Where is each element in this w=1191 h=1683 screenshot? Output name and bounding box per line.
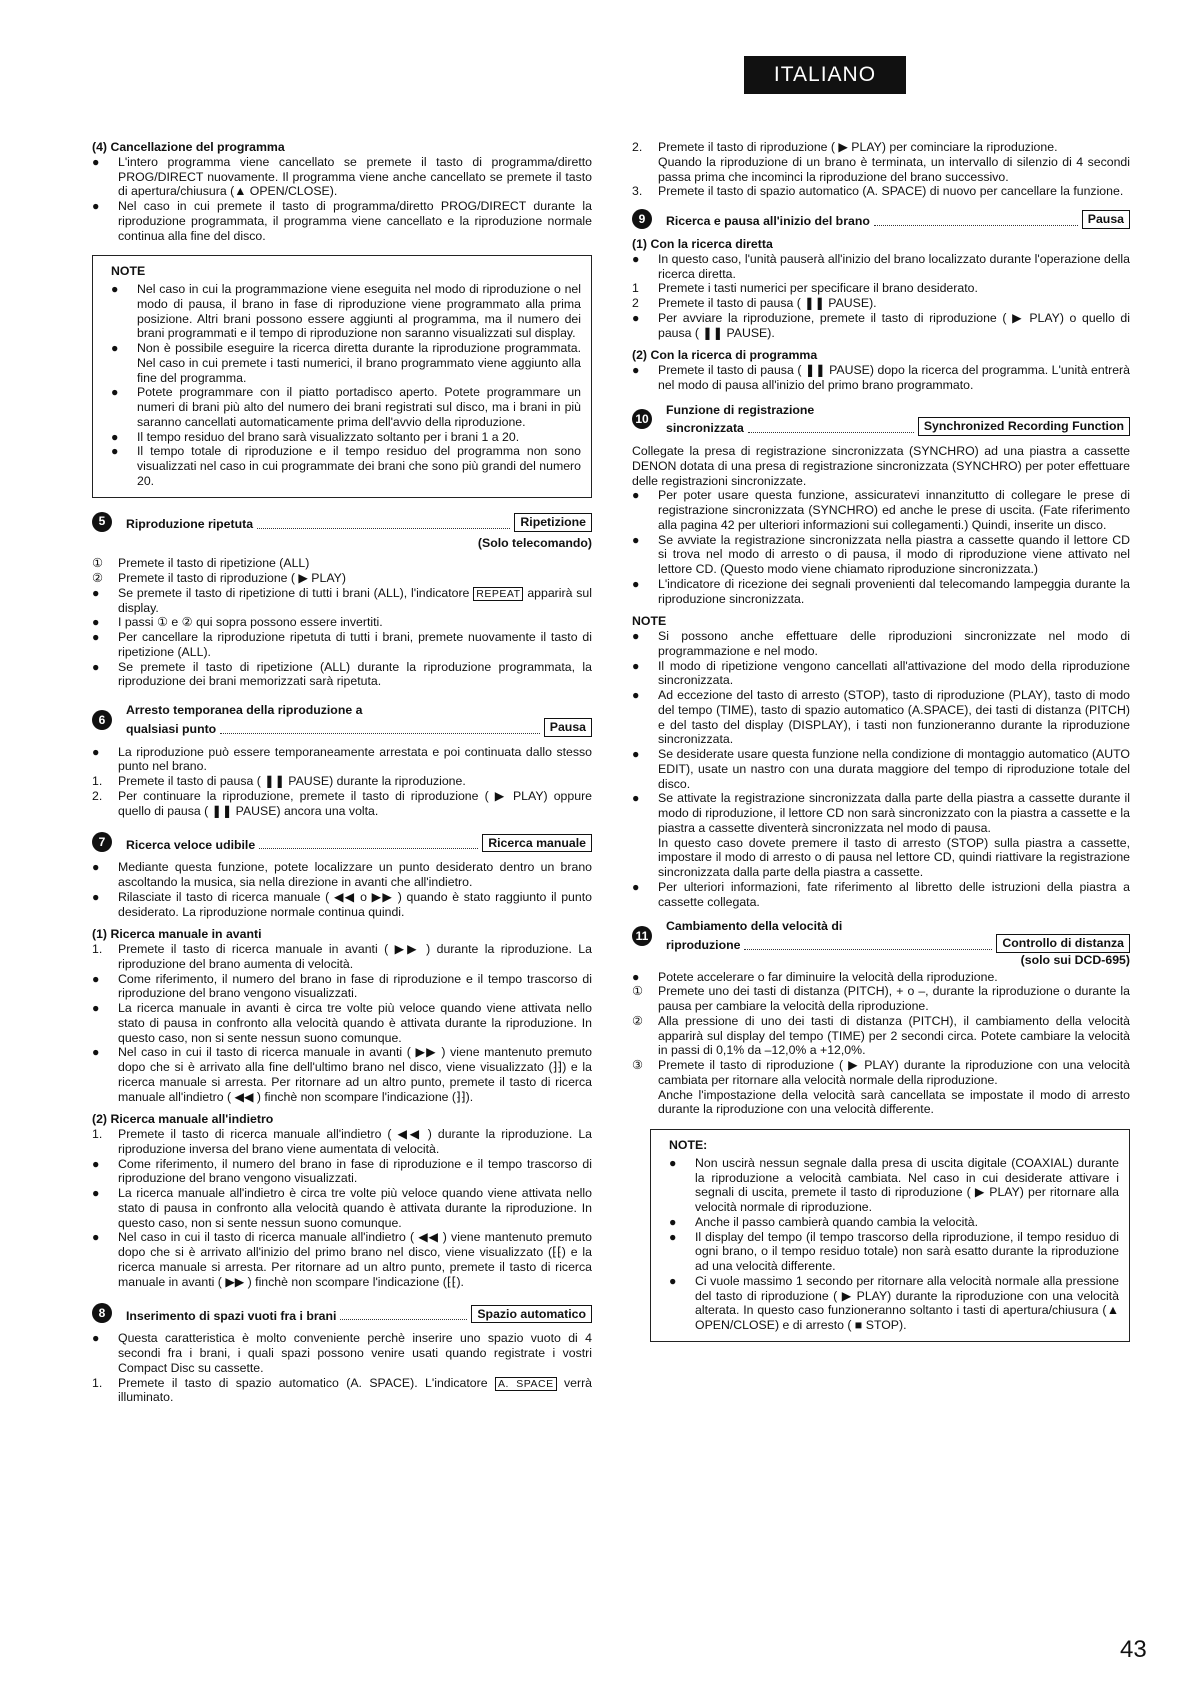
section-tag: Controllo di distanza [996, 934, 1130, 953]
bullet: ● La riproduzione può essere temporaneamente arrestata e poi continuata dallo stesso punto nel brano. [92, 744, 592, 774]
note-item: ● Per ulteriori informazioni, fate riferimento al libretto delle istruzioni della piastra a cassette collegata. [632, 879, 1130, 909]
section-title: Funzione di registrazione [666, 402, 815, 417]
bullet: ● Nel caso in cui il tasto di ricerca manuale in avanti ( ▶▶ ) viene mantenuto premuto dopo che si è arrivato alla fine dell'ultimo brano nel disco, viene visualizzato (⁆⁆) e la ricerca manuale si arresta. Per ritornare ad un altro punto, premete il tasto di ricerca manuale all'indietro ( ◀◀ ) finchè non scompare l'indicazione (⁆⁆). [92, 1045, 592, 1104]
note-box [650, 1129, 1130, 1342]
bullet: ● In questo caso, l'unità pauserà all'inizio del brano localizzato durante l'operazione della ricerca diretta. [632, 251, 1130, 281]
step: ③ Premete il tasto di riproduzione ( ▶ PLAY) durante la riproduzione con una velocità cambiata per ritornare alla velocità normale della riproduzione. [632, 1058, 1130, 1087]
section-title: Cambiamento della velocità di [666, 919, 843, 934]
step: 2. Premete il tasto di riproduzione ( ▶ PLAY) per cominciare la riproduzione. [632, 140, 1058, 154]
section-number: 7 [92, 832, 112, 852]
step: 1 Premete i tasti numerici per specificare il brano desiderato. [632, 281, 978, 296]
bullet: ● Potete accelerare o far diminuire la velocità della riproduzione. [632, 969, 998, 984]
leader-dots [340, 1319, 467, 1320]
left-column [92, 140, 592, 1405]
section-tag: Ripetizione [514, 513, 592, 532]
section-number: 8 [92, 1303, 112, 1323]
step-detail: Quando la riproduzione di un brano è terminata, un intervallo di silenzio di 4 secondi passa prima che incominci la riproduzione del brano successivo. [658, 154, 1130, 184]
note-item: ● Ci vuole massimo 1 secondo per ritornare alla velocità normale alla pressione del tasto di riproduzione ( ▶ PLAY) durante la riproduzione con una velocità alterata. In questo caso funzioneranno soltanto i tasti di apertura/chiusura (▲ OPEN/CLOSE) e di arresto ( ■ STOP). [669, 1273, 1119, 1332]
step: ① Premete uno dei tasti di distanza (PITCH), + o –, durante la riproduzione o durante la pausa per cambiare la velocità della riproduzione. [632, 984, 1130, 1013]
bullet: ● Questa caratteristica è molto conveniente perchè inserire uno spazio vuoto di 4 secondi fra i brani, i quali spazi possono venire usati quando registrate i vostri Compact Disc su cassette. [92, 1331, 592, 1375]
bullet: ● La ricerca manuale in avanti è circa tre volte più veloce quando viene attivata nello stato di pausa in confronto alla velocità quando è attivata durante la riproduzione. In questo caso, non si sente nessun suono comunque. [92, 1001, 592, 1045]
note-item: ● Anche il passo cambierà quando cambia la velocità. [669, 1214, 978, 1229]
section-7-heading [92, 832, 592, 852]
bullet: ● La ricerca manuale all'indietro è circa tre volte più veloce quando viene attivata nello stato di pausa in confronto alla velocità quando è attivata durante la riproduzione. In questo caso, non si sente nessun suono comunque. [92, 1186, 592, 1230]
leader-dots [744, 949, 992, 950]
subsection-title: (2) Con la ricerca di programma [632, 348, 818, 363]
section-number: 11 [632, 926, 652, 946]
section-tag: Spazio automatico [471, 1305, 592, 1324]
section-6-heading [92, 703, 592, 737]
bullet: ● Per cancellare la riproduzione ripetuta di tutti i brani, premete nuovamente il tasto di ripetizione (ALL). [92, 630, 592, 659]
note-title: NOTE [632, 614, 667, 629]
subsection-title: (1) Ricerca manuale in avanti [92, 927, 262, 942]
step: 2. Per continuare la riproduzione, premete il tasto di riproduzione ( ▶ PLAY) oppure quello di pausa ( ❚❚ PAUSE) ancora una volta. [92, 788, 592, 818]
note-item: ● Potete programmare con il piatto portadisco aperto. Potete programmare un numeri di brani più alto del numero dei brani registrati sul disco, ma i brani in più saranno cancellati automaticamente prima dell'avvio della riproduzione. [111, 385, 581, 429]
section-tag: Ricerca manuale [482, 834, 592, 853]
leader-dots [748, 432, 914, 433]
step: 1. Premete il tasto di pausa ( ❚❚ PAUSE) durante la riproduzione. [92, 774, 466, 788]
step: 1. Premete il tasto di spazio automatico (A. SPACE). L'indicatore A. SPACE verrà illuminato. [92, 1375, 593, 1405]
section-title: Ricerca e pausa all'inizio del brano [666, 214, 870, 229]
section-title-line2: sincronizzata [666, 421, 744, 436]
note-detail: In questo caso dovete premere il tasto di arresto (STOP) sulla piastra a cassette, impostare il modo di arresto o di pausa nel lettore CD, quindi riattivare la registrazione sincronizzata dalla parte della piastra a cassette. [658, 835, 1130, 879]
subsection-title: (2) Ricerca manuale all'indietro [92, 1112, 274, 1127]
bullet: ● Per poter usare questa funzione, assicuratevi innanzitutto di collegare le prese di registrazione sincronizzata (SYNCHRO) ed anche le prese di uscita. (Fate riferimento alla pagina 42 per ulteriori informazioni sui collegamenti.) Quindi, inserite un disco. [632, 488, 1130, 532]
section-11-heading [632, 919, 1130, 953]
s4-title: (4) Cancellazione del programma [92, 140, 285, 154]
section-tag: Pausa [1082, 210, 1130, 229]
leader-dots [259, 848, 478, 849]
bullet: ● Per avviare la riproduzione, premete il tasto di riproduzione ( ▶ PLAY) o quello di pausa ( ❚❚ PAUSE). [632, 310, 1130, 340]
bullet: ● Come riferimento, il numero del brano in fase di riproduzione e il tempo trascorso di riproduzione del brano vengono visualizzati. [92, 971, 592, 1001]
note-item: ● Non uscirà nessun segnale dalla presa di uscita digitale (COAXIAL) durante la riproduzione a velocità cambiata. Nel caso in cui desiderate attivare i segnali di uscita, premete il tasto di riproduzione ( ▶ PLAY) per ritornare alla velocità normale di riproduzione. [669, 1155, 1119, 1214]
note-item: ● Il tempo residuo del brano sarà visualizzato soltanto per i brani 1 a 20. [111, 429, 520, 444]
step: 1. Premete il tasto di ricerca manuale all'indietro ( ◀◀ ) durante la riproduzione. La riproduzione inversa del brano viene aumentata di velocità. [92, 1127, 592, 1156]
bullet: ● Se premete il tasto di ripetizione di tutti i brani (ALL), l'indicatore REPEAT apparirà sul display. [92, 585, 592, 615]
step: 2 Premete il tasto di pausa ( ❚❚ PAUSE). [632, 296, 877, 310]
bullet: ● Nel caso in cui il tasto di ricerca manuale all'indietro ( ◀◀ ) viene mantenuto premuto dopo che si è arrivato all'inizio del primo brano nel disco, viene visualizzato (⁅⁅) e la ricerca manuale si arresta. Per ritornare ad un altro punto, premete il tasto di ricerca manuale in avanti ( ▶▶ ) finchè non scompare l'indicazione (⁅⁅). [92, 1230, 592, 1289]
section-number: 6 [92, 710, 112, 730]
bullet: ● Mediante questa funzione, potete localizzare un punto desiderato dentro un brano ascoltando la musica, sia nella direzione in avanti che all'indietro. [92, 860, 592, 889]
a-space-indicator: A. SPACE [495, 1377, 557, 1391]
note-title: NOTE [111, 264, 146, 279]
bullet: ● Come riferimento, il numero del brano in fase di riproduzione e il tempo trascorso di riproduzione del brano vengono visualizzati. [92, 1156, 592, 1186]
note-title: NOTE: [669, 1138, 708, 1152]
repeat-indicator: REPEAT [473, 587, 523, 601]
page-number: 43 [1120, 1636, 1147, 1663]
note-item: ● Se desiderate usare questa funzione nella condizione di montaggio automatico (AUTO EDIT), usate un nastro con una durata maggiore del tempo di riproduzione totale del disco. [632, 747, 1130, 791]
leader-dots [220, 733, 540, 734]
note-item: ● Nel caso in cui la programmazione viene eseguita nel modo di riproduzione o nel modo di pausa, il brano in fase di riproduzione viene programmato alla prima posizione. Altri brani possono essere aggiunti al programma, ma il numero dei brani programmati e il tempo di riproduzione non saranno visualizzati sul display. [111, 282, 581, 341]
note-item: ● Non è possibile eseguire la ricerca diretta durante la riproduzione programmata. Nel caso in cui premete i tasti numerici, il brano programmato viene aggiunto alla fine del programma. [111, 341, 581, 385]
note-item: ● Il modo di ripetizione vengono cancellati all'attivazione del modo della riproduzione sincronizzata. [632, 658, 1130, 688]
section-tag: Synchronized Recording Function [918, 417, 1130, 436]
section-number: 5 [92, 512, 112, 532]
section-9-heading [632, 209, 1130, 229]
bullet: ● Se avviate la registrazione sincronizzata nella piastra a cassette quando il lettore CD si trova nel modo di arresto o di pausa, il modo di riproduzione viene attivato nel lettore CD. (Questo modo viene chiamato riproduzione sincronizzata.) [632, 532, 1130, 576]
s4-bullet: ● L'intero programma viene cancellato se premete il tasto di programma/diretto PROG/DIRECT nuovamente. Il programma viene anche cancellato se premete il tasto di apertura/chiusura (▲ OPEN/CLOSE). [92, 154, 592, 199]
section-title: Arresto temporanea della riproduzione a [126, 703, 363, 717]
paragraph: Collegate la presa di registrazione sincronizzata (SYNCHRO) ad una piastra a cassette DENON dotata di una presa di registrazione sincronizzata (SYNCHRO) per poter effettuare delle registrazioni sincronizzate. [632, 444, 1130, 488]
section-title: Inserimento di spazi vuoti fra i brani [126, 1308, 337, 1323]
section-title: Ricerca veloce udibile [126, 837, 256, 852]
section-title-line2: qualsiasi punto [126, 721, 217, 736]
model-note: (solo sui DCD-695) [1020, 952, 1130, 967]
section-title: Riproduzione ripetuta [126, 516, 254, 531]
step: ② Premete il tasto di riproduzione ( ▶ PLAY) [92, 571, 346, 585]
section-tag: Pausa [544, 718, 592, 737]
note-item: ● Il tempo totale di riproduzione e il tempo residuo del programma non sono visualizzati nel caso in cui programmate dei brani che sono più grandi del numero 20. [111, 444, 581, 488]
bullet: ● Se premete il tasto di ripetizione (ALL) durante la riproduzione programmata, la riproduzione dei brani memorizzati sarà ripetuta. [92, 659, 592, 689]
note-item: ● Si possono anche effettuare delle riproduzioni sincronizzate nel modo di programmazione e nel modo. [632, 629, 1130, 658]
section-number: 9 [632, 209, 652, 229]
note-item: ● Se attivate la registrazione sincronizzata dalla parte della piastra a cassette durante il modo di riproduzione, il lettore CD non sarà sincronizzato con la piastra a cassette e la piastra a cassette diventerà sincronizzata nel modo di pausa. [632, 791, 1130, 835]
leader-dots [257, 528, 510, 529]
note-item: ● Il display del tempo (il tempo trascorso della riproduzione, il tempo residuo di ogni brano, o il tempo residuo totale) non sarà esatto durante la riproduzione ad una velocità differente. [669, 1229, 1119, 1273]
section-5-heading [92, 512, 592, 532]
section-number: 10 [632, 409, 652, 429]
section-title-line2: riproduzione [666, 938, 741, 952]
bullet: ● I passi ① e ② qui sopra possono essere invertiti. [92, 615, 383, 630]
step: 1. Premete il tasto di ricerca manuale in avanti ( ▶▶ ) durante la riproduzione. La riproduzione del brano aumenta di velocità. [92, 942, 592, 971]
step: ① Premete il tasto di ripetizione (ALL) [92, 556, 310, 571]
step-detail: Anche l'impostazione della velocità sarà cancellata se impostate il modo di arresto durante la riproduzione con una velocità differente. [658, 1087, 1130, 1117]
section-8-heading [92, 1303, 592, 1323]
step: ② Alla pressione di uno dei tasti di distanza (PITCH), il cambiamento della velocità apparirà sul display del tempo (TIME) per 2 secondi circa. Potete cambiare la velocità in passi di 0,1% da –12,0% a +12,0%. [632, 1013, 1130, 1058]
note-item: ● Ad eccezione del tasto di arresto (STOP), tasto di riproduzione (PLAY), tasto di modo del tempo (TIME), tasto di spazio automatico (A.SPACE), dei tasti di distanza (PITCH) e del tasto del display (DISPLAY), i tasti non funzioneranno durante la riproduzione sincronizzata. [632, 688, 1130, 747]
language-tab: ITALIANO [744, 56, 906, 94]
s4-bullet: ● Nel caso in cui premete il tasto di programma/diretto PROG/DIRECT durante la riproduzione programmata, il programma viene cancellato e la riproduzione normale continua alla fine del disco. [92, 199, 592, 243]
section-10-heading [632, 403, 1130, 437]
right-column [632, 140, 1130, 1356]
leader-dots [874, 225, 1078, 226]
bullet: ● Premete il tasto di pausa ( ❚❚ PAUSE) dopo la ricerca del programma. L'unità entrerà nel modo di pausa all'inizio del primo brano programmato. [632, 363, 1130, 392]
subsection-title: (1) Con la ricerca diretta [632, 237, 773, 251]
step: 3. Premete il tasto di spazio automatico (A. SPACE) di nuovo per cancellare la funzione. [632, 184, 1124, 199]
bullet: ● L'indicatore di ricezione dei segnali provenienti dal telecomando lampeggia durante la riproduzione sincronizzata. [632, 576, 1130, 606]
note-box [92, 255, 592, 497]
bullet: ● Rilasciate il tasto di ricerca manuale ( ◀◀ o ▶▶ ) quando è stato raggiunto il punto desiderato. La riproduzione normale continua quindi. [92, 889, 592, 919]
remote-only-note: (Solo telecomando) [477, 535, 592, 550]
